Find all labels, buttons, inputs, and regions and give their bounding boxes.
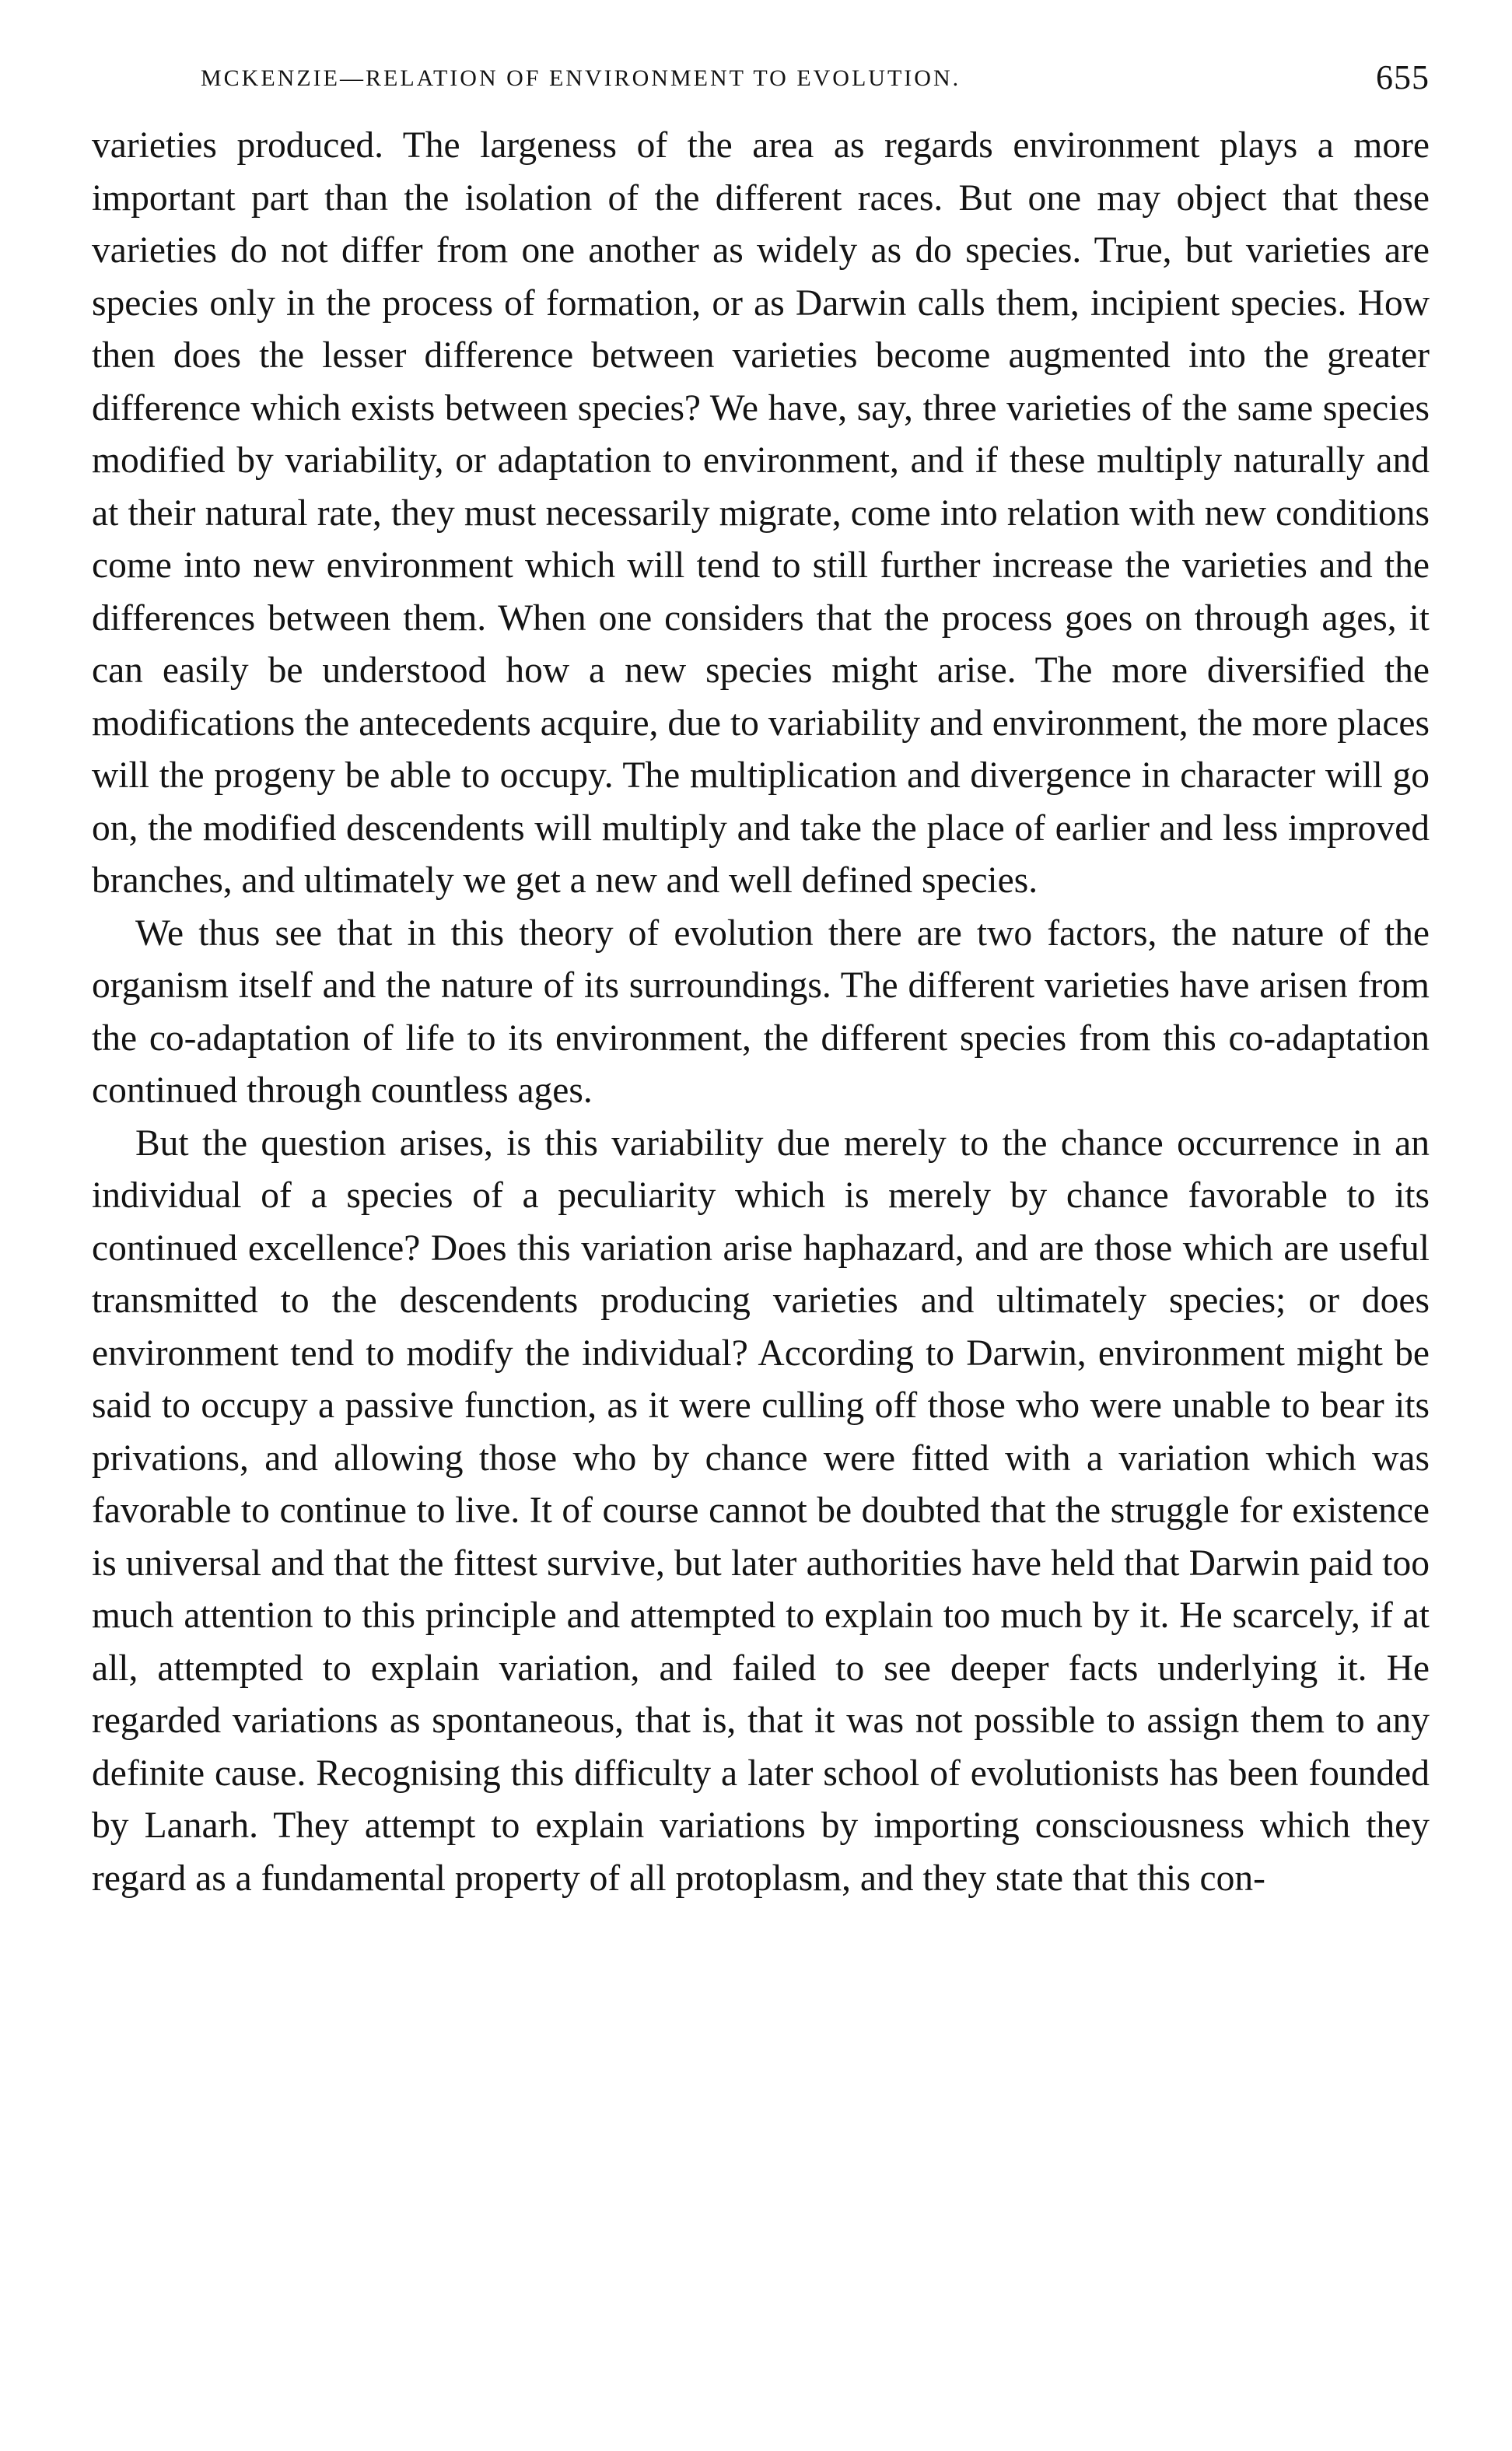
running-title: MCKENZIE—RELATION OF ENVIRONMENT TO EVOLUTION. xyxy=(201,65,961,91)
paragraph-3: But the question arises, is this variability due merely to the chance occurrence in an individual of a species of a peculiarity which is merely by chance favorable to its continued excellence? Does this variation arise haphazard, and are those which are useful transmitted to the descendents producing varieties and ultimately species; or does environment tend to modify the individual? According to Darwin, environment might be said to occupy a passive function, as it were culling off those who were unable to bear its privations, and allowing those who by chance were fitted with a variation which was favorable to continue to live. It of course cannot be doubted that the struggle for existence is universal and that the fittest survive, but later authorities have held that Darwin paid too much attention to this principle and attempted to explain too much by it. He scarcely, if at all, attempted to explain variation, and failed to see deeper facts underlying it. He regarded variations as spontaneous, that is, that it was not possible to assign them to any definite cause. Recognising this difficulty a later school of evolutionists has been founded by Lanarh. They attempt to explain variations by importing consciousness which they regard as a fundamental property of all protoplasm, and they state that this con- xyxy=(92,1122,1430,1899)
running-head xyxy=(92,54,1430,103)
paragraph-2: We thus see that in this theory of evolution there are two factors, the nature of the organism itself and the nature of its surroundings. The different varieties have arisen from the co-adaptation of life to its environment, the different species from this co-adaptation continued through countless ages. xyxy=(92,912,1430,1111)
page-number: 655 xyxy=(1376,58,1430,96)
paragraph-1: varieties produced. The largeness of the area as regards environment plays a more important part than the isolation of the different races. But one may object that these varieties do not differ from one another as widely as do species. True, but varieties are species only in the process of formation, or as Darwin calls them, incipient species. How then does the lesser difference between varieties become augmented into the greater difference which exists between species? We have, say, three varieties of the same species modified by variability, or adaptation to environment, and if these multiply naturally and at their natural rate, they must necessarily migrate, come into relation with new conditions come into new environment which will tend to still further increase the varieties and the differences between them. When one considers that the process goes on through ages, it can easily be understood how a new species might arise. The more diversified the modifications the antecedents acquire, due to variability and environment, the more places will the progeny be able to occupy. The multiplication and divergence in character will go on, the modified descendents will multiply and take the place of earlier and less improved branches, and ultimately we get a new and well defined species. xyxy=(92,125,1430,901)
page-content xyxy=(92,54,1430,1905)
body-text xyxy=(92,120,1430,1905)
